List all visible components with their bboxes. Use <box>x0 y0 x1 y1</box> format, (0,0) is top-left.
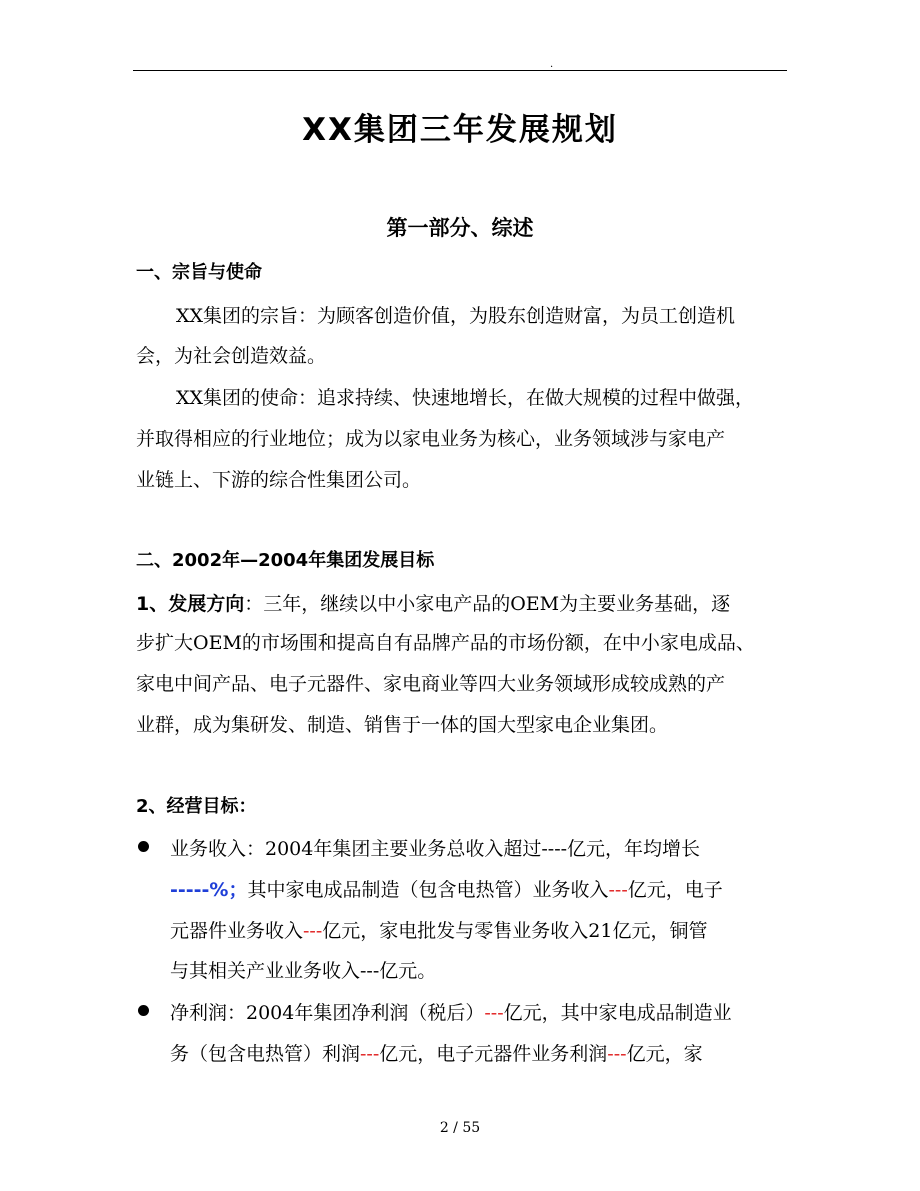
part-heading: 第一部分、综述 <box>386 216 534 240</box>
bullet-line: 净利润：2004年集团净利润（税后）---亿元，其中家电成品制造业 <box>170 1002 732 1024</box>
paragraph-line: 业链上、下游的综合性集团公司。 <box>136 469 422 491</box>
bullet-dot <box>138 841 149 852</box>
paragraph-line: XX集团的宗旨：为顾客创造价值，为股东创造财富，为员工创造机 <box>176 305 736 327</box>
section-heading-goals: 二、2002年—2004年集团发展目标 <box>136 550 435 571</box>
paragraph-line: 家电中间产品、电子元器件、家电商业等四大业务领域形成较成熟的产 <box>136 673 726 695</box>
paragraph-line: 并取得相应的行业地位；成为以家电业务为核心，业务领域涉与家电产 <box>136 428 726 450</box>
document-title: XX集团三年发展规划 <box>302 112 618 148</box>
page-number: 2 / 55 <box>439 1120 481 1136</box>
bullet-line: 元器件业务收入---亿元，家电批发与零售业务收入21亿元，铜管 <box>170 920 708 942</box>
paragraph-line: 步扩大OEM的市场围和提高自有品牌产品的市场份额，在中小家电成品、 <box>136 632 755 654</box>
paragraph-line: 会，为社会创造效益。 <box>136 345 327 367</box>
paragraph-line: 业群，成为集研发、制造、销售于一体的国大型家电企业集团。 <box>136 714 669 736</box>
bullet-line: 与其相关产业业务收入---亿元。 <box>170 960 437 982</box>
bullet-line: 业务收入：2004年集团主要业务总收入超过----亿元，年均增长 <box>170 838 701 860</box>
section-heading-mission: 一、宗旨与使命 <box>136 262 262 283</box>
item-label-direction: 1、发展方向 <box>136 593 245 615</box>
header-rule <box>133 70 787 71</box>
header-mark: . <box>550 59 554 70</box>
paragraph-line: 1、发展方向：三年，继续以中小家电产品的OEM为主要业务基础，逐 <box>136 593 731 615</box>
item-label-targets: 2、经营目标： <box>136 796 257 817</box>
bullet-line: 务（包含电热管）利润---亿元，电子元器件业务利润---亿元，家 <box>170 1043 703 1065</box>
paragraph-line: XX集团的使命：追求持续、快速地增长，在做大规模的过程中做强， <box>176 387 755 409</box>
bullet-line: -----%；其中家电成品制造（包含电热管）业务收入---亿元，电子 <box>170 879 723 901</box>
bullet-dot <box>138 1005 149 1016</box>
